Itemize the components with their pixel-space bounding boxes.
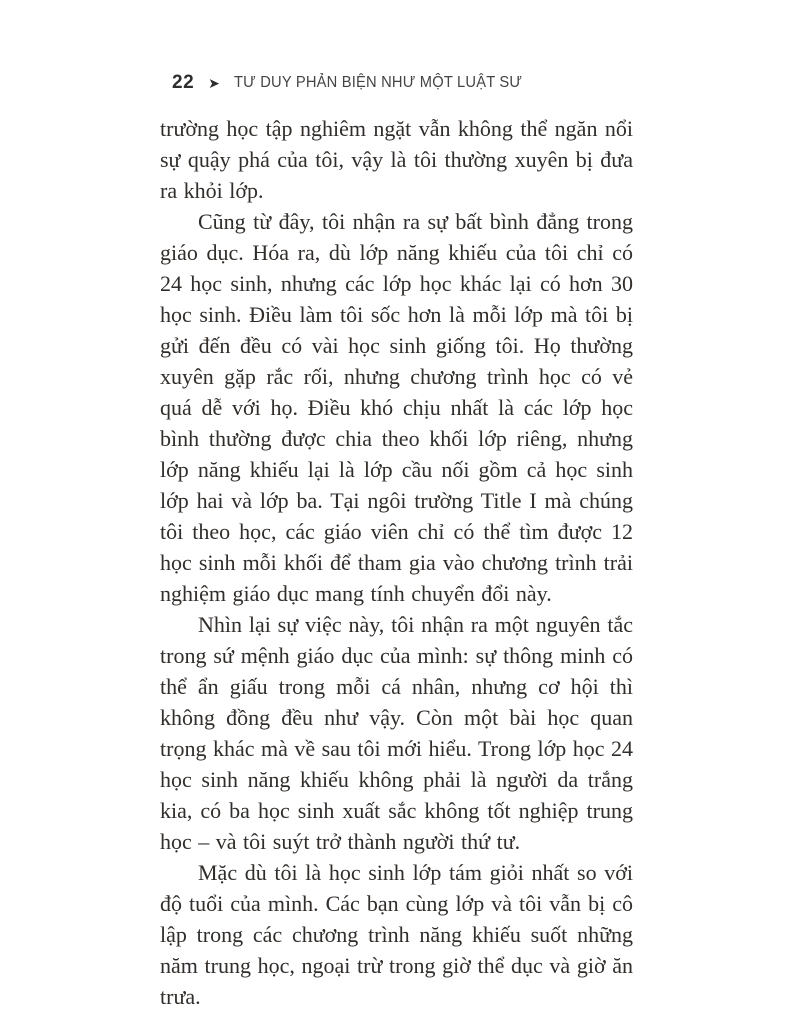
page-number: 22 — [172, 72, 195, 93]
running-title: TƯ DUY PHẢN BIỆN NHƯ MỘT LUẬT SƯ — [233, 74, 523, 91]
arrow-right-icon: ➤ — [208, 75, 220, 91]
paragraph: Mặc dù tôi là học sinh lớp tám giỏi nhất so với độ tuổi của mình. Các bạn cùng lớp và tôi vẫn bị cô lập trong các chương trình năng khiếu suốt những năm trung học, ngoại trừ trong giờ thể dục và giờ ăn trưa. — [160, 860, 633, 1009]
running-header — [172, 72, 547, 94]
paragraph: Cũng từ đây, tôi nhận ra sự bất bình đẳng trong giáo dục. Hóa ra, dù lớp năng khiếu của tôi chỉ có 24 học sinh, nhưng các lớp học khác lại có hơn 30 học sinh. Điều làm tôi sốc hơn là mỗi lớp mà tôi bị gửi đến đều có vài học sinh giống tôi. Họ thường xuyên gặp rắc rối, nhưng chương trình học có vẻ quá dễ với họ. Điều khó chịu nhất là các lớp học bình thường được chia theo khối lớp riêng, nhưng lớp năng khiếu lại là lớp cầu nối gồm cả học sinh lớp hai và lớp ba. Tại ngôi trường Title I mà chúng tôi theo học, các giáo viên chỉ có thể tìm được 12 học sinh mỗi khối để tham gia vào chương trình trải nghiệm giáo dục mang tính chuyển đổi này. — [160, 209, 633, 606]
page-body — [160, 113, 633, 1012]
paragraph-continuation: trường học tập nghiêm ngặt vẫn không thể ngăn nổi sự quậy phá của tôi, vậy là tôi thường xuyên bị đưa ra khỏi lớp. — [160, 116, 633, 203]
paragraph: Nhìn lại sự việc này, tôi nhận ra một nguyên tắc trong sứ mệnh giáo dục của mình: sự thông minh có thể ẩn giấu trong mỗi cá nhân, nhưng cơ hội thì không đồng đều như vậy. Còn một bài học quan trọng khác mà về sau tôi mới hiểu. Trong lớp học 24 học sinh năng khiếu không phải là người da trắng kia, có ba học sinh xuất sắc không tốt nghiệp trung học – và tôi suýt trở thành người thứ tư. — [160, 612, 633, 854]
